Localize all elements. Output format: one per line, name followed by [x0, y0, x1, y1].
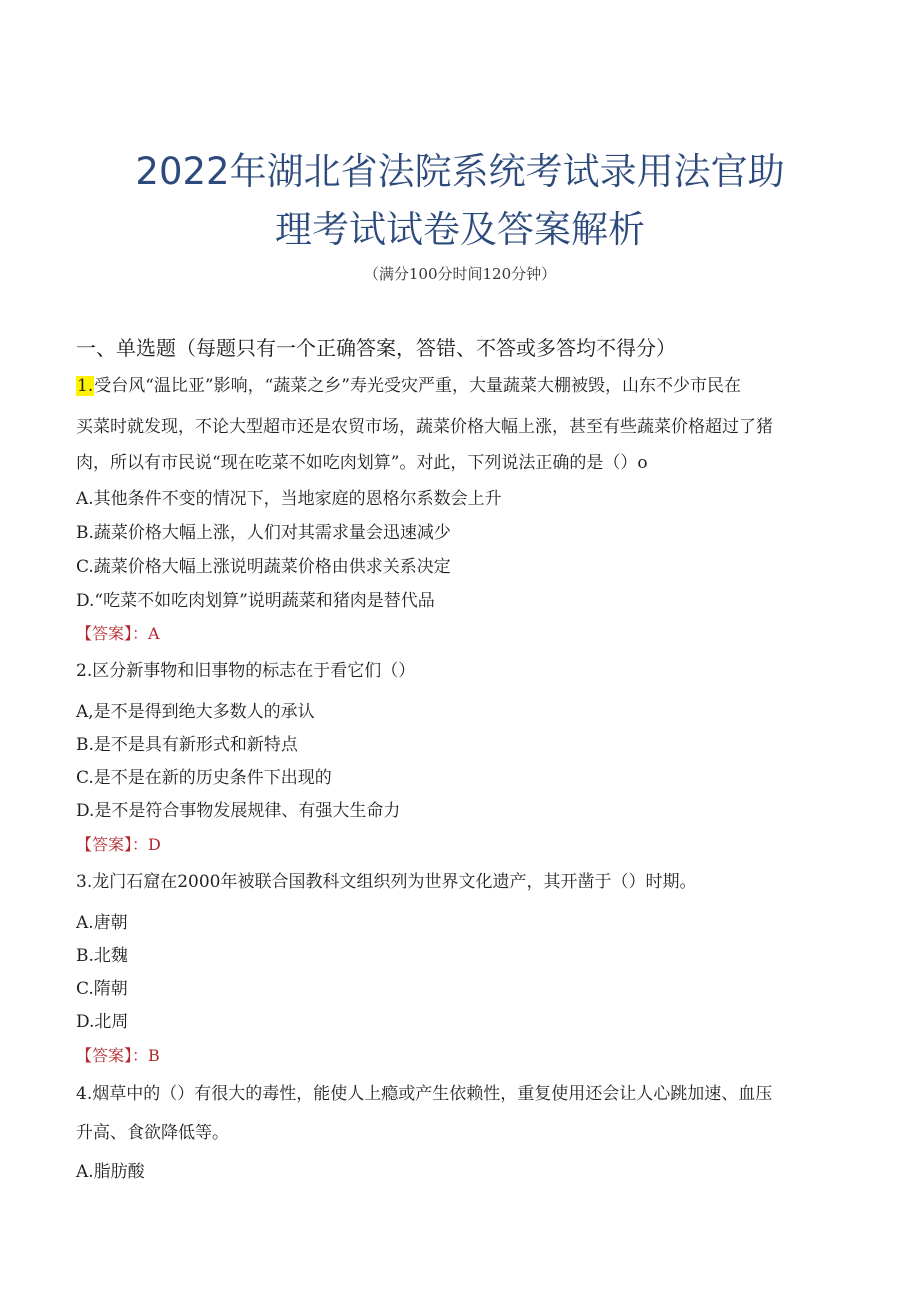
question-1-option-c: C.蔬菜价格大幅上涨说明蔬菜价格由供求关系决定 — [76, 557, 451, 577]
question-1-option-d: D.“吃菜不如吃肉划算”说明蔬菜和猪肉是替代品 — [76, 591, 435, 611]
question-number: 4. — [76, 1084, 93, 1104]
question-3-option-d: D.北周 — [76, 1012, 129, 1032]
document-subtitle: （满分100分时间120分钟） — [363, 265, 557, 283]
question-2-option-c: C.是不是在新的历史条件下出现的 — [76, 768, 332, 788]
question-stem-text: 龙门石窟在2000年被联合国教科文组织列为世界文化遗产，其开凿于（）时期。 — [92, 872, 697, 892]
question-2-option-d: D.是不是符合事物发展规律、有强大生命力 — [76, 801, 401, 821]
question-stem-text: 区分新事物和旧事物的标志在于看它们（） — [92, 661, 416, 681]
question-3-option-a: A.唐朝 — [76, 913, 128, 933]
question-1-stem-line-3: 肉，所以有市民说“现在吃菜不如吃肉划算”。对此，下列说法正确的是（）o — [76, 453, 648, 473]
answer-label: 【答案】： — [76, 835, 149, 854]
question-number-highlight: 1. — [77, 376, 94, 396]
question-4-stem-line-1 — [76, 1081, 772, 1107]
document-title-line-1: 2022年湖北省法院系统考试录用法官助 — [135, 150, 785, 193]
question-3-option-b: B.北魏 — [76, 946, 128, 966]
answer-label: 【答案】： — [76, 624, 149, 643]
question-number: 2. — [76, 661, 93, 681]
question-stem-text: 受台风“温比亚”影响，“蔬菜之乡”寿光受灾严重，大量蔬菜大棚被毁，山东不少市民在 — [94, 376, 741, 396]
question-stem-text: 烟草中的（）有很大的毒性，能使人上瘾或产生依赖性，重复使用还会让人心跳加速、血压 — [92, 1084, 773, 1104]
question-3-answer — [76, 1043, 160, 1069]
question-2-answer — [76, 832, 161, 858]
question-2-option-b: B.是不是具有新形式和新特点 — [76, 735, 298, 755]
answer-value: B — [148, 1046, 160, 1065]
question-1-stem-line-1 — [76, 373, 741, 399]
answer-label: 【答案】： — [76, 1046, 149, 1065]
answer-value: A — [148, 624, 160, 643]
question-1-answer — [76, 621, 160, 647]
question-3-option-c: C.隋朝 — [76, 979, 128, 999]
question-number: 3. — [76, 872, 93, 892]
question-3-stem — [76, 869, 697, 895]
section-heading: 一、单选题（每题只有一个正确答案，答错、不答或多答均不得分） — [76, 336, 676, 360]
question-4-option-a: A.脂肪酸 — [76, 1162, 145, 1182]
question-4-stem-line-2: 升高、食欲降低等。 — [76, 1123, 229, 1143]
question-1-stem-line-2: 买菜时就发现，不论大型超市还是农贸市场，蔬菜价格大幅上涨，甚至有些蔬菜价格超过了猪 — [76, 417, 773, 437]
question-2-option-a: A,是不是得到绝大多数人的承认 — [76, 702, 315, 722]
answer-value: D — [148, 835, 161, 854]
document-title-line-2: 理考试试卷及答案解析 — [275, 208, 645, 251]
question-1-option-a: A.其他条件不变的情况下，当地家庭的恩格尔系数会上升 — [76, 489, 502, 509]
question-1-option-b: B.蔬菜价格大幅上涨，人们对其需求量会迅速减少 — [76, 523, 451, 543]
question-2-stem — [76, 658, 415, 684]
